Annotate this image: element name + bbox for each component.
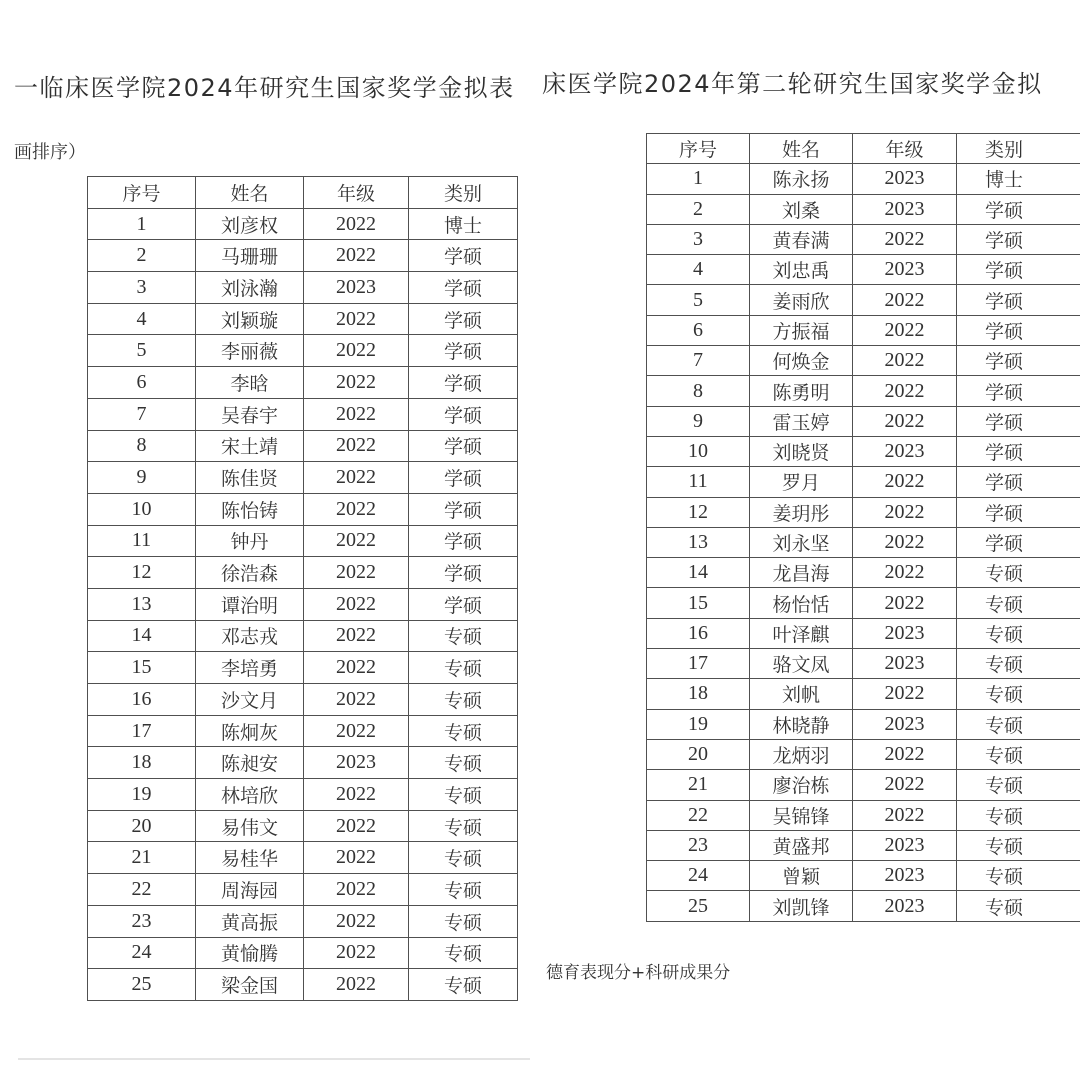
cell-grade: 2022 bbox=[853, 527, 957, 557]
table-row bbox=[88, 525, 518, 557]
cell-category: 博士 bbox=[409, 208, 518, 240]
cell-index: 1 bbox=[88, 208, 196, 240]
cell-category: 专硕 bbox=[957, 891, 1080, 921]
cell-category: 专硕 bbox=[409, 842, 518, 874]
cell-name: 钟丹 bbox=[196, 525, 304, 557]
cell-index: 2 bbox=[647, 194, 750, 224]
cell-category: 博士 bbox=[957, 164, 1080, 194]
cell-grade: 2023 bbox=[853, 255, 957, 285]
cell-name: 刘忠禹 bbox=[750, 255, 853, 285]
table-row bbox=[88, 367, 518, 399]
cell-grade: 2022 bbox=[853, 376, 957, 406]
cell-category: 学硕 bbox=[957, 406, 1080, 436]
cell-grade: 2022 bbox=[304, 398, 409, 430]
cell-index: 8 bbox=[88, 430, 196, 462]
cell-grade: 2023 bbox=[304, 272, 409, 304]
cell-index: 24 bbox=[88, 937, 196, 969]
cell-name: 雷玉婷 bbox=[750, 406, 853, 436]
table-row bbox=[647, 558, 1080, 588]
table-row bbox=[647, 376, 1080, 406]
cell-index: 20 bbox=[88, 810, 196, 842]
header-name: 姓名 bbox=[196, 177, 304, 209]
cell-name: 李丽薇 bbox=[196, 335, 304, 367]
cell-grade: 2022 bbox=[853, 770, 957, 800]
cell-grade: 2022 bbox=[304, 303, 409, 335]
cell-grade: 2023 bbox=[853, 861, 957, 891]
cell-grade: 2022 bbox=[304, 240, 409, 272]
cell-name: 陈炯灰 bbox=[196, 715, 304, 747]
cell-category: 学硕 bbox=[957, 224, 1080, 254]
cell-index: 21 bbox=[647, 770, 750, 800]
cell-grade: 2022 bbox=[304, 715, 409, 747]
cell-index: 22 bbox=[647, 800, 750, 830]
cell-name: 姜玥彤 bbox=[750, 497, 853, 527]
cell-grade: 2023 bbox=[853, 194, 957, 224]
left-document-page bbox=[0, 0, 538, 1080]
cell-name: 罗月 bbox=[750, 467, 853, 497]
cell-grade: 2022 bbox=[853, 588, 957, 618]
cell-index: 3 bbox=[88, 272, 196, 304]
table-row bbox=[647, 194, 1080, 224]
table-row bbox=[647, 739, 1080, 769]
cell-name: 刘彦权 bbox=[196, 208, 304, 240]
cell-index: 7 bbox=[647, 346, 750, 376]
cell-category: 学硕 bbox=[957, 346, 1080, 376]
table-row bbox=[88, 684, 518, 716]
cell-category: 学硕 bbox=[409, 240, 518, 272]
table-row bbox=[88, 842, 518, 874]
cell-grade: 2022 bbox=[853, 558, 957, 588]
table-row bbox=[88, 652, 518, 684]
cell-name: 李培勇 bbox=[196, 652, 304, 684]
cell-name: 姜雨欣 bbox=[750, 285, 853, 315]
table-row bbox=[88, 747, 518, 779]
cell-index: 22 bbox=[88, 874, 196, 906]
table-row bbox=[647, 709, 1080, 739]
cell-index: 11 bbox=[88, 525, 196, 557]
cell-index: 4 bbox=[88, 303, 196, 335]
cell-name: 骆文凤 bbox=[750, 649, 853, 679]
right-score-note: 德育表现分+科研成果分 bbox=[546, 963, 731, 983]
cell-index: 25 bbox=[88, 969, 196, 1001]
cell-name: 方振福 bbox=[750, 315, 853, 345]
cell-index: 15 bbox=[647, 588, 750, 618]
table-row bbox=[88, 208, 518, 240]
cell-category: 专硕 bbox=[409, 652, 518, 684]
table-row bbox=[647, 527, 1080, 557]
left-scholarship-table bbox=[87, 176, 518, 1001]
cell-name: 林晓静 bbox=[750, 709, 853, 739]
cell-grade: 2022 bbox=[304, 969, 409, 1001]
cell-grade: 2022 bbox=[853, 224, 957, 254]
cell-index: 8 bbox=[647, 376, 750, 406]
table-row bbox=[647, 285, 1080, 315]
cell-category: 学硕 bbox=[957, 315, 1080, 345]
cell-grade: 2023 bbox=[853, 649, 957, 679]
cell-index: 9 bbox=[88, 462, 196, 494]
cell-grade: 2022 bbox=[304, 874, 409, 906]
table-row bbox=[88, 588, 518, 620]
cell-grade: 2022 bbox=[304, 620, 409, 652]
cell-grade: 2023 bbox=[304, 747, 409, 779]
cell-category: 学硕 bbox=[409, 272, 518, 304]
cell-name: 龙炳羽 bbox=[750, 739, 853, 769]
table-row bbox=[647, 497, 1080, 527]
table-row bbox=[647, 618, 1080, 648]
cell-name: 陈勇明 bbox=[750, 376, 853, 406]
cell-category: 专硕 bbox=[409, 810, 518, 842]
table-row bbox=[88, 715, 518, 747]
cell-index: 21 bbox=[88, 842, 196, 874]
cell-name: 梁金国 bbox=[196, 969, 304, 1001]
cell-name: 李晗 bbox=[196, 367, 304, 399]
cell-grade: 2022 bbox=[853, 406, 957, 436]
cell-grade: 2023 bbox=[853, 709, 957, 739]
cell-index: 17 bbox=[647, 649, 750, 679]
cell-category: 学硕 bbox=[409, 493, 518, 525]
table-row bbox=[647, 346, 1080, 376]
cell-name: 陈佳贤 bbox=[196, 462, 304, 494]
cell-name: 刘桑 bbox=[750, 194, 853, 224]
table-row bbox=[647, 406, 1080, 436]
cell-grade: 2022 bbox=[304, 493, 409, 525]
cell-category: 学硕 bbox=[409, 398, 518, 430]
cell-name: 刘帆 bbox=[750, 679, 853, 709]
page-divider bbox=[18, 1058, 530, 1060]
cell-category: 学硕 bbox=[957, 376, 1080, 406]
cell-category: 学硕 bbox=[957, 497, 1080, 527]
cell-index: 4 bbox=[647, 255, 750, 285]
cell-category: 专硕 bbox=[409, 684, 518, 716]
header-grade: 年级 bbox=[853, 134, 957, 164]
cell-name: 陈怡铸 bbox=[196, 493, 304, 525]
cell-category: 专硕 bbox=[409, 715, 518, 747]
table-row bbox=[647, 649, 1080, 679]
cell-grade: 2022 bbox=[853, 497, 957, 527]
cell-name: 黄春满 bbox=[750, 224, 853, 254]
cell-grade: 2022 bbox=[304, 208, 409, 240]
header-grade: 年级 bbox=[304, 177, 409, 209]
cell-index: 16 bbox=[647, 618, 750, 648]
cell-grade: 2022 bbox=[304, 588, 409, 620]
cell-category: 学硕 bbox=[957, 527, 1080, 557]
cell-name: 林培欣 bbox=[196, 779, 304, 811]
cell-category: 学硕 bbox=[957, 285, 1080, 315]
cell-index: 1 bbox=[647, 164, 750, 194]
header-category: 类别 bbox=[409, 177, 518, 209]
cell-grade: 2022 bbox=[853, 739, 957, 769]
cell-category: 专硕 bbox=[957, 861, 1080, 891]
table-row bbox=[88, 272, 518, 304]
cell-category: 专硕 bbox=[957, 588, 1080, 618]
table-row bbox=[647, 467, 1080, 497]
cell-name: 宋土靖 bbox=[196, 430, 304, 462]
cell-grade: 2022 bbox=[304, 779, 409, 811]
cell-index: 6 bbox=[647, 315, 750, 345]
header-category: 类别 bbox=[957, 134, 1080, 164]
cell-name: 谭治明 bbox=[196, 588, 304, 620]
cell-name: 龙昌海 bbox=[750, 558, 853, 588]
cell-category: 专硕 bbox=[409, 747, 518, 779]
table-row bbox=[647, 861, 1080, 891]
cell-category: 学硕 bbox=[957, 467, 1080, 497]
cell-grade: 2022 bbox=[304, 905, 409, 937]
cell-grade: 2023 bbox=[853, 830, 957, 860]
cell-index: 10 bbox=[88, 493, 196, 525]
table-row bbox=[88, 462, 518, 494]
table-row bbox=[88, 874, 518, 906]
cell-index: 7 bbox=[88, 398, 196, 430]
table-row bbox=[88, 810, 518, 842]
cell-index: 18 bbox=[88, 747, 196, 779]
cell-name: 廖治栋 bbox=[750, 770, 853, 800]
cell-index: 12 bbox=[647, 497, 750, 527]
cell-index: 18 bbox=[647, 679, 750, 709]
cell-category: 专硕 bbox=[409, 937, 518, 969]
cell-name: 刘晓贤 bbox=[750, 436, 853, 466]
cell-index: 13 bbox=[88, 588, 196, 620]
table-row bbox=[647, 679, 1080, 709]
cell-name: 叶泽麒 bbox=[750, 618, 853, 648]
cell-name: 徐浩森 bbox=[196, 557, 304, 589]
table-header-row bbox=[88, 177, 518, 209]
cell-grade: 2022 bbox=[304, 842, 409, 874]
cell-name: 刘凯锋 bbox=[750, 891, 853, 921]
cell-category: 学硕 bbox=[409, 525, 518, 557]
cell-grade: 2022 bbox=[304, 557, 409, 589]
cell-name: 黄盛邦 bbox=[750, 830, 853, 860]
cell-grade: 2022 bbox=[304, 335, 409, 367]
cell-category: 专硕 bbox=[957, 709, 1080, 739]
cell-name: 杨怡恬 bbox=[750, 588, 853, 618]
cell-grade: 2022 bbox=[304, 462, 409, 494]
cell-grade: 2022 bbox=[853, 346, 957, 376]
cell-name: 邓志戎 bbox=[196, 620, 304, 652]
cell-index: 13 bbox=[647, 527, 750, 557]
table-row bbox=[647, 830, 1080, 860]
table-row bbox=[647, 800, 1080, 830]
table-row bbox=[647, 891, 1080, 921]
cell-name: 刘泳瀚 bbox=[196, 272, 304, 304]
table-row bbox=[88, 493, 518, 525]
cell-grade: 2022 bbox=[304, 684, 409, 716]
table-row bbox=[88, 335, 518, 367]
table-row bbox=[88, 905, 518, 937]
cell-grade: 2023 bbox=[853, 164, 957, 194]
table-row bbox=[88, 240, 518, 272]
cell-index: 19 bbox=[88, 779, 196, 811]
cell-grade: 2023 bbox=[853, 436, 957, 466]
cell-category: 专硕 bbox=[957, 739, 1080, 769]
table-row bbox=[88, 620, 518, 652]
cell-category: 学硕 bbox=[409, 303, 518, 335]
cell-index: 25 bbox=[647, 891, 750, 921]
cell-grade: 2023 bbox=[853, 618, 957, 648]
cell-category: 学硕 bbox=[409, 367, 518, 399]
cell-name: 吴锦锋 bbox=[750, 800, 853, 830]
table-row bbox=[647, 770, 1080, 800]
cell-name: 陈永扬 bbox=[750, 164, 853, 194]
table-row bbox=[647, 315, 1080, 345]
cell-index: 14 bbox=[647, 558, 750, 588]
cell-grade: 2023 bbox=[853, 891, 957, 921]
cell-index: 3 bbox=[647, 224, 750, 254]
cell-name: 刘永坚 bbox=[750, 527, 853, 557]
cell-index: 24 bbox=[647, 861, 750, 891]
cell-index: 19 bbox=[647, 709, 750, 739]
cell-name: 黄愉腾 bbox=[196, 937, 304, 969]
cell-index: 17 bbox=[88, 715, 196, 747]
cell-name: 易桂华 bbox=[196, 842, 304, 874]
table-row bbox=[88, 398, 518, 430]
table-row bbox=[647, 588, 1080, 618]
cell-name: 马珊珊 bbox=[196, 240, 304, 272]
cell-name: 沙文月 bbox=[196, 684, 304, 716]
cell-index: 20 bbox=[647, 739, 750, 769]
right-document-page bbox=[538, 0, 1080, 1080]
cell-category: 学硕 bbox=[409, 430, 518, 462]
cell-category: 学硕 bbox=[957, 436, 1080, 466]
cell-name: 曾颖 bbox=[750, 861, 853, 891]
header-name: 姓名 bbox=[750, 134, 853, 164]
cell-index: 23 bbox=[88, 905, 196, 937]
cell-category: 专硕 bbox=[957, 770, 1080, 800]
cell-index: 11 bbox=[647, 467, 750, 497]
cell-index: 10 bbox=[647, 436, 750, 466]
table-row bbox=[88, 430, 518, 462]
cell-category: 专硕 bbox=[957, 558, 1080, 588]
cell-grade: 2022 bbox=[853, 800, 957, 830]
cell-category: 学硕 bbox=[957, 255, 1080, 285]
cell-grade: 2022 bbox=[853, 467, 957, 497]
cell-grade: 2022 bbox=[853, 285, 957, 315]
cell-category: 专硕 bbox=[957, 800, 1080, 830]
cell-grade: 2022 bbox=[304, 430, 409, 462]
table-row bbox=[647, 255, 1080, 285]
table-row bbox=[88, 557, 518, 589]
cell-index: 14 bbox=[88, 620, 196, 652]
cell-grade: 2022 bbox=[304, 652, 409, 684]
cell-index: 15 bbox=[88, 652, 196, 684]
cell-index: 2 bbox=[88, 240, 196, 272]
header-index: 序号 bbox=[647, 134, 750, 164]
cell-category: 学硕 bbox=[409, 462, 518, 494]
cell-grade: 2022 bbox=[853, 679, 957, 709]
cell-name: 刘颖璇 bbox=[196, 303, 304, 335]
cell-category: 专硕 bbox=[409, 969, 518, 1001]
cell-name: 周海园 bbox=[196, 874, 304, 906]
cell-category: 专硕 bbox=[409, 905, 518, 937]
cell-name: 陈昶安 bbox=[196, 747, 304, 779]
cell-category: 学硕 bbox=[409, 557, 518, 589]
cell-category: 学硕 bbox=[409, 335, 518, 367]
cell-category: 专硕 bbox=[957, 618, 1080, 648]
right-document-title: 床医学院2024年第二轮研究生国家奖学金拟 bbox=[542, 70, 1043, 98]
cell-grade: 2022 bbox=[304, 810, 409, 842]
cell-category: 专硕 bbox=[409, 779, 518, 811]
cell-grade: 2022 bbox=[304, 367, 409, 399]
cell-grade: 2022 bbox=[304, 525, 409, 557]
cell-category: 学硕 bbox=[957, 194, 1080, 224]
cell-index: 5 bbox=[88, 335, 196, 367]
cell-category: 专硕 bbox=[409, 874, 518, 906]
cell-index: 23 bbox=[647, 830, 750, 860]
cell-name: 易伟文 bbox=[196, 810, 304, 842]
table-row bbox=[647, 436, 1080, 466]
cell-grade: 2022 bbox=[853, 315, 957, 345]
right-scholarship-table bbox=[646, 133, 1080, 922]
table-row bbox=[88, 779, 518, 811]
header-index: 序号 bbox=[88, 177, 196, 209]
table-row bbox=[88, 303, 518, 335]
cell-name: 黄高振 bbox=[196, 905, 304, 937]
cell-category: 专硕 bbox=[957, 679, 1080, 709]
cell-index: 5 bbox=[647, 285, 750, 315]
table-row bbox=[88, 937, 518, 969]
cell-category: 专硕 bbox=[409, 620, 518, 652]
cell-category: 学硕 bbox=[409, 588, 518, 620]
table-row bbox=[88, 969, 518, 1001]
cell-index: 9 bbox=[647, 406, 750, 436]
table-row bbox=[647, 224, 1080, 254]
cell-name: 吴春宇 bbox=[196, 398, 304, 430]
cell-index: 16 bbox=[88, 684, 196, 716]
left-document-title: 一临床医学院2024年研究生国家奖学金拟表 bbox=[14, 74, 515, 102]
table-header-row bbox=[647, 134, 1080, 164]
cell-grade: 2022 bbox=[304, 937, 409, 969]
cell-name: 何焕金 bbox=[750, 346, 853, 376]
cell-index: 12 bbox=[88, 557, 196, 589]
cell-index: 6 bbox=[88, 367, 196, 399]
cell-category: 专硕 bbox=[957, 649, 1080, 679]
left-sort-note: 画排序） bbox=[14, 142, 86, 163]
cell-category: 专硕 bbox=[957, 830, 1080, 860]
table-row bbox=[647, 164, 1080, 194]
